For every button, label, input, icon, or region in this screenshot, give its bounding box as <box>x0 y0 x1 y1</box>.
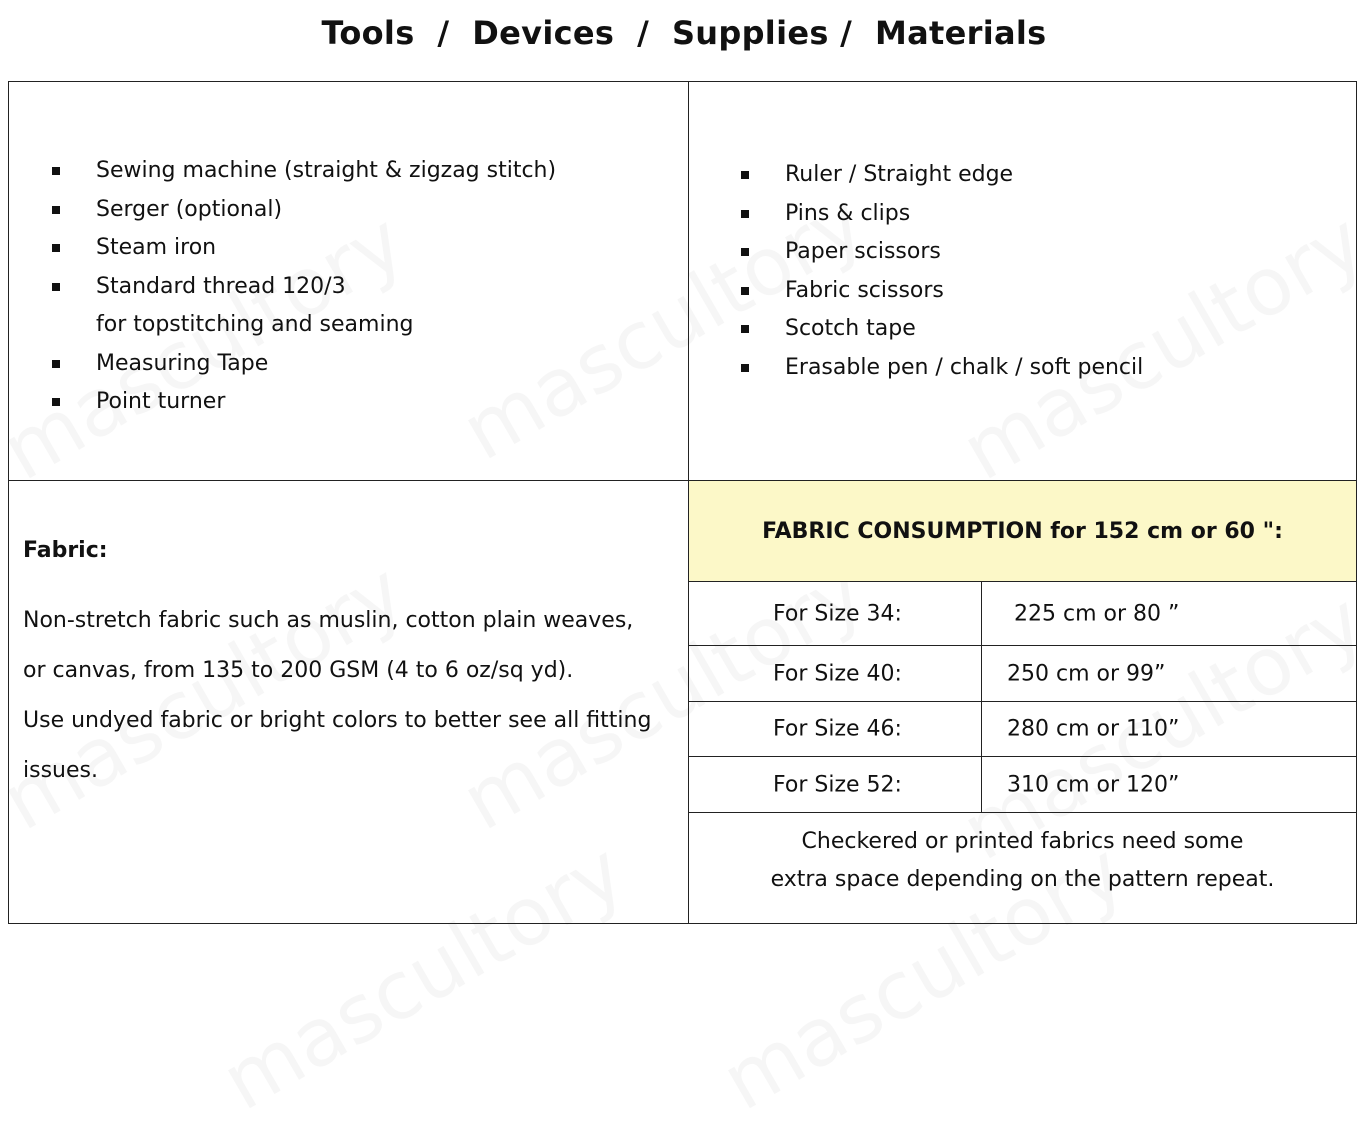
bullet-square-icon <box>741 287 749 295</box>
bullet-square-icon <box>52 167 60 175</box>
bullet-square-icon <box>52 244 60 252</box>
bullet-square-icon <box>741 210 749 218</box>
fabric-consumption-header: FABRIC CONSUMPTION for 152 cm or 60 ": <box>689 481 1356 582</box>
table-row <box>689 582 1356 646</box>
table-row <box>689 757 1356 813</box>
list-item-text-continued: for topstitching and seaming <box>96 312 414 337</box>
list-item <box>741 195 1143 234</box>
list-item-text: Standard thread 120/3 <box>96 273 346 299</box>
list-item <box>52 268 556 345</box>
list-item <box>741 233 1143 272</box>
bullet-square-icon <box>52 206 60 214</box>
list-item <box>741 156 1143 195</box>
fabric-description-line: or canvas, from 135 to 200 GSM (4 to 6 oz/sq yd). <box>23 658 574 683</box>
column-divider <box>981 582 982 813</box>
bullet-square-icon <box>741 364 749 372</box>
fabric-description-line: issues. <box>23 758 98 783</box>
list-item-text: Pins & clips <box>785 200 911 226</box>
fabric-amount: 310 cm or 120” <box>1007 772 1180 797</box>
page-title: Tools / Devices / Supplies / Materials <box>321 14 1047 52</box>
list-item-text: Measuring Tape <box>96 350 269 376</box>
list-item-text: Ruler / Straight edge <box>785 162 1014 187</box>
list-item-text: Fabric scissors <box>785 277 944 303</box>
list-item-text: Erasable pen / chalk / soft pencil <box>785 354 1144 380</box>
bullet-square-icon <box>741 248 749 256</box>
list-item-text: Serger (optional) <box>96 196 283 222</box>
table-row <box>689 702 1356 757</box>
supplies-list <box>741 156 1143 387</box>
table-row <box>689 646 1356 702</box>
list-item-text: Scotch tape <box>785 316 916 341</box>
list-item <box>52 383 556 422</box>
size-label: For Size 52: <box>773 772 902 797</box>
list-item-text: Point turner <box>96 389 226 414</box>
fabric-note <box>689 823 1356 899</box>
bullet-square-icon <box>52 360 60 368</box>
list-item-text: Steam iron <box>96 235 217 260</box>
size-label: For Size 34: <box>773 601 902 626</box>
bullet-square-icon <box>52 283 60 291</box>
tools-list <box>52 152 556 422</box>
fabric-description-line: Non-stretch fabric such as muslin, cotton plain weaves, <box>23 608 634 633</box>
list-item-text: Sewing machine (straight & zigzag stitch) <box>96 158 557 183</box>
list-item <box>741 310 1143 349</box>
fabric-description-line: Use undyed fabric or bright colors to better see all fitting <box>23 708 652 733</box>
size-label: For Size 46: <box>773 716 902 742</box>
list-item <box>52 152 556 191</box>
fabric-description <box>23 596 673 796</box>
fabric-amount: 250 cm or 99” <box>1007 661 1166 686</box>
list-item <box>52 191 556 230</box>
list-item <box>52 229 556 268</box>
bullet-square-icon <box>741 325 749 333</box>
fabric-note-line: Checkered or printed fabrics need some <box>801 829 1244 854</box>
list-item <box>741 349 1143 388</box>
size-label: For Size 40: <box>773 661 902 686</box>
bullet-square-icon <box>741 171 749 179</box>
fabric-heading: Fabric: <box>23 538 108 563</box>
fabric-amount: 280 cm or 110” <box>1007 716 1180 742</box>
list-item <box>741 272 1143 311</box>
list-item <box>52 345 556 384</box>
list-item-text: Paper scissors <box>785 239 941 264</box>
fabric-amount: 225 cm or 80 ” <box>1014 601 1180 626</box>
fabric-consumption-table <box>689 481 1356 923</box>
bullet-square-icon <box>52 398 60 406</box>
fabric-note-line: extra space depending on the pattern repeat. <box>770 867 1275 892</box>
